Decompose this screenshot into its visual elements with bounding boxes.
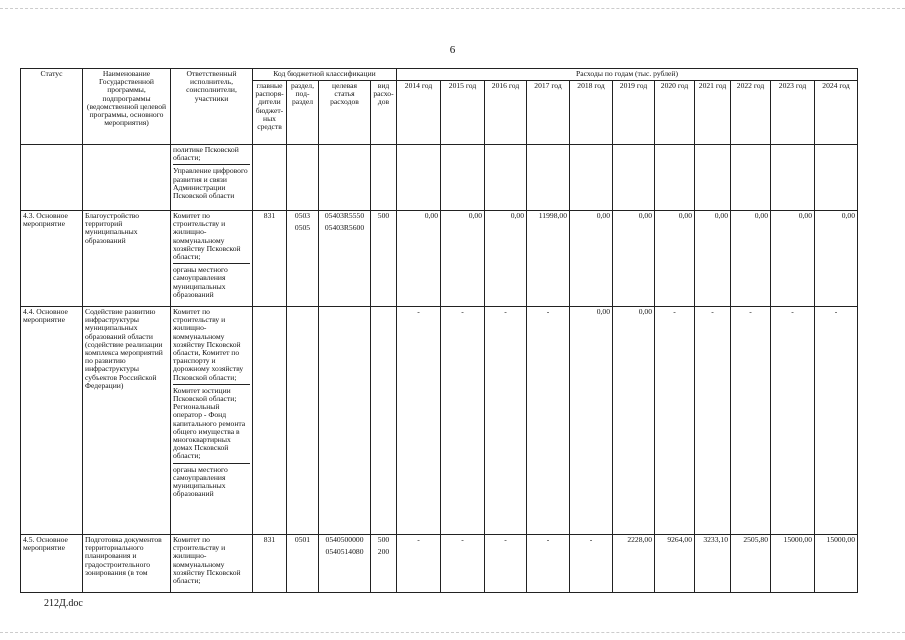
status-cell: 4.4. Основное мероприятие [21, 307, 83, 535]
header-year: 2016 год [485, 81, 527, 145]
year-value-cell: 0,00 [570, 307, 613, 535]
budget-table [20, 68, 858, 593]
csr-cell [319, 145, 371, 211]
responsible-entry: Комитет юстиции Псковской области; Региональный оператор - Фонд капитального ремонта общего имущества в многоквартирных домах Псковской области; [173, 384, 250, 463]
header-responsible: Ответственный исполнитель, соисполнители, участники [171, 69, 253, 145]
year-value-cell: - [815, 307, 858, 535]
year-value-cell: 0,00 [397, 211, 441, 307]
header-budget-code: Код бюджетной классификации [253, 69, 397, 81]
year-value-cell: 0,00 [695, 211, 731, 307]
name-cell: Подготовка документов территориального планирования и градостроительного зонирования (в том [83, 535, 171, 593]
table-row [21, 145, 858, 211]
csr-cell-line: 0540514080 [325, 547, 364, 557]
rzpr-cell-line: 0503 [294, 211, 311, 220]
rzpr-cell-line: 0501 [294, 535, 311, 544]
year-value-cell: - [570, 535, 613, 593]
year-value-cell: - [485, 535, 527, 593]
csr-cell-line: 05403R5600 [324, 223, 365, 233]
responsible-entry: Комитет по строительству и жилищно-коммунальному хозяйству Псковской области; [173, 211, 241, 262]
year-value-cell: 11998,00 [527, 211, 570, 307]
status-cell [21, 145, 83, 211]
year-value-cell: - [485, 307, 527, 535]
vr-cell [371, 307, 397, 535]
header-year: 2018 год [570, 81, 613, 145]
year-value-cell: - [527, 535, 570, 593]
csr-cell [319, 307, 371, 535]
year-value-cell: 3233,10 [695, 535, 731, 593]
scan-edge-bottom [0, 632, 905, 633]
header-name: Наименование Государственной программы, подпрограммы (ведомственной целевой программы, основного мероприятия) [83, 69, 171, 145]
year-value-cell: 0,00 [441, 211, 485, 307]
responsible-cell [171, 211, 253, 307]
header-year: 2020 год [655, 81, 695, 145]
year-value-cell: 0,00 [771, 211, 815, 307]
year-value-cell: - [771, 307, 815, 535]
vr-cell-line: 200 [377, 547, 390, 557]
grbs-cell: 831 [253, 535, 287, 593]
header-year: 2017 год [527, 81, 570, 145]
table-row [21, 535, 858, 593]
year-value-cell: 0,00 [613, 211, 655, 307]
year-value-cell: - [397, 307, 441, 535]
header-status: Статус [21, 69, 83, 145]
year-value-cell: 0,00 [485, 211, 527, 307]
grbs-cell [253, 307, 287, 535]
vr-cell [371, 535, 397, 593]
year-value-cell [771, 145, 815, 211]
rzpr-cell [287, 211, 319, 307]
year-value-cell [815, 145, 858, 211]
table-row [21, 211, 858, 307]
rzpr-cell [287, 307, 319, 535]
name-cell: Содействие развитию инфраструктуры муниципальных образований области (содействие реализации комплекса мероприятий по развитию инфраструктуры субъектов Российской Федерации) [83, 307, 171, 535]
header-vr: вид расхо-дов [371, 81, 397, 145]
responsible-entry: органы местного самоуправления муниципальных образований [173, 263, 250, 301]
year-value-cell [695, 145, 731, 211]
header-year: 2022 год [731, 81, 771, 145]
year-value-cell: 15000,00 [771, 535, 815, 593]
responsible-entry: Комитет по строительству и жилищно-коммунальному хозяйству Псковской области, Комитет по транспорту и дорожному хозяйству Псковской области; [173, 307, 244, 382]
year-value-cell [655, 145, 695, 211]
rzpr-cell-line: 0505 [294, 223, 311, 233]
year-value-cell: - [397, 535, 441, 593]
year-value-cell [397, 145, 441, 211]
year-value-cell [527, 145, 570, 211]
rzpr-cell [287, 145, 319, 211]
header-row-1 [21, 69, 858, 81]
scan-edge-top [0, 8, 905, 9]
csr-cell [319, 211, 371, 307]
responsible-entry: Управление цифрового развития и связи Администрации Псковской области [173, 164, 250, 202]
name-cell: Благоустройство территорий муниципальных образований [83, 211, 171, 307]
year-value-cell [570, 145, 613, 211]
header-rzpr: раздел, под-раздел [287, 81, 319, 145]
header-year: 2014 год [397, 81, 441, 145]
vr-cell [371, 211, 397, 307]
csr-cell-line: 05403R5550 [324, 211, 365, 220]
table-row [21, 307, 858, 535]
year-value-cell: - [731, 307, 771, 535]
year-value-cell [485, 145, 527, 211]
status-cell: 4.5. Основное мероприятие [21, 535, 83, 593]
status-cell: 4.3. Основное мероприятие [21, 211, 83, 307]
header-grbs: главные распоря-дители бюджет-ных средств [253, 81, 287, 145]
year-value-cell: 2505,80 [731, 535, 771, 593]
year-value-cell: 2228,00 [613, 535, 655, 593]
responsible-cell [171, 307, 253, 535]
year-value-cell: 0,00 [815, 211, 858, 307]
year-value-cell [731, 145, 771, 211]
header-year: 2019 год [613, 81, 655, 145]
responsible-entry: политике Псковской области; [173, 145, 239, 163]
responsible-entry: органы местного самоуправления муниципальных образований [173, 463, 250, 501]
csr-cell [319, 535, 371, 593]
year-value-cell: 15000,00 [815, 535, 858, 593]
page-number: 6 [449, 44, 456, 56]
header-year: 2024 год [815, 81, 858, 145]
year-value-cell: 0,00 [655, 211, 695, 307]
vr-cell [371, 145, 397, 211]
footer-filename: 212Д.doc [44, 598, 83, 609]
vr-cell-line: 500 [377, 211, 390, 220]
vr-cell-line: 500 [377, 535, 390, 544]
header-year: 2021 год [695, 81, 731, 145]
header-year: 2015 год [441, 81, 485, 145]
year-value-cell: - [527, 307, 570, 535]
year-value-cell: 9264,00 [655, 535, 695, 593]
rzpr-cell [287, 535, 319, 593]
year-value-cell: - [441, 535, 485, 593]
header-expenses: Расходы по годам (тыс. рублей) [397, 69, 858, 81]
year-value-cell [613, 145, 655, 211]
header-year: 2023 год [771, 81, 815, 145]
grbs-cell [253, 145, 287, 211]
csr-cell-line: 0540500000 [325, 535, 364, 544]
year-value-cell: 0,00 [613, 307, 655, 535]
responsible-entry: Комитет по строительству и жилищно-коммунальному хозяйству Псковской области; [173, 535, 241, 586]
year-value-cell: - [695, 307, 731, 535]
grbs-cell: 831 [253, 211, 287, 307]
year-value-cell: 0,00 [731, 211, 771, 307]
responsible-cell [171, 535, 253, 593]
year-value-cell: - [441, 307, 485, 535]
year-value-cell: - [655, 307, 695, 535]
year-value-cell [441, 145, 485, 211]
name-cell [83, 145, 171, 211]
header-csr: целевая статья расходов [319, 81, 371, 145]
responsible-cell [171, 145, 253, 211]
year-value-cell: 0,00 [570, 211, 613, 307]
